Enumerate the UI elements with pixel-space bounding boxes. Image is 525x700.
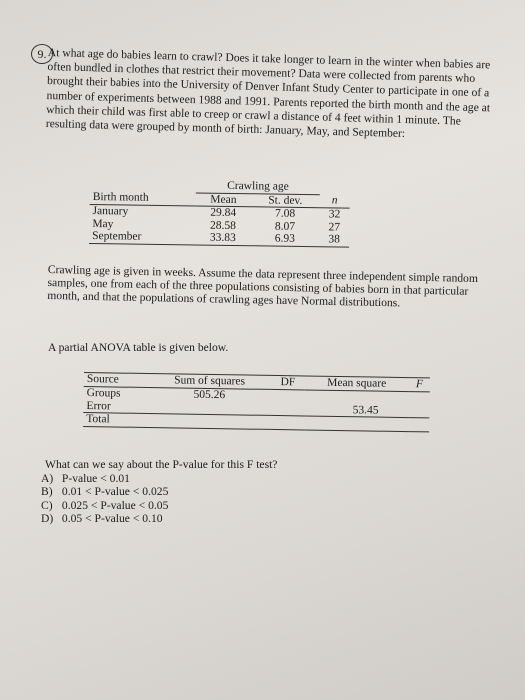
row-sd: 8.07 xyxy=(274,220,296,233)
row-f xyxy=(408,418,429,432)
table-row xyxy=(89,230,349,247)
row-mean: 33.83 xyxy=(195,232,250,246)
row-n: 27 xyxy=(328,221,341,234)
header-st-dev: St. dev. xyxy=(251,193,320,208)
row-df xyxy=(271,416,304,430)
group-header: Crawling age xyxy=(196,179,320,194)
header-n: n xyxy=(320,194,350,208)
mc-stem: What can we say about the P-value for this F test? xyxy=(45,458,278,471)
row-sd: 6.93 xyxy=(250,233,319,247)
header-mean: Mean xyxy=(196,193,251,207)
row-ms xyxy=(304,416,409,431)
crawling-age-table xyxy=(89,178,350,248)
option-text: 0.05 < P-value < 0.10 xyxy=(61,512,163,526)
header-f: F xyxy=(409,378,430,392)
option-letter: B) xyxy=(41,485,53,499)
header-sum-of-squares: Sum of squares xyxy=(148,374,272,390)
row-f xyxy=(409,391,430,405)
row-ss: 505.26 xyxy=(193,388,226,402)
row-ss xyxy=(147,414,271,430)
row-n: 38 xyxy=(319,234,349,248)
mc-option-d[interactable] xyxy=(41,512,277,526)
header-source: Source xyxy=(84,372,148,387)
question-number: 9. xyxy=(31,44,53,64)
anova-table xyxy=(83,372,430,433)
assumptions-text: Crawling age is given in weeks. Assume the data represent three independent simple random samples, one from each of the three populations consisting of babies born in that particular month, and that the populations of crawling ages have Normal distributions. xyxy=(47,263,479,309)
mc-option-b[interactable] xyxy=(41,485,277,499)
row-f xyxy=(408,405,429,419)
multiple-choice xyxy=(41,458,277,526)
question-intro: At what age do babies learn to crawl? Does it take longer to learn in the winter when babies are often bundled in clothes that restrict their movement? Data were collected from parents who brought their babies into the University of Denver Infant Study Center to participate in one of a number of experiments between 1988 and 1991. Parents reported the birth month and the age at which their child was first able to creep or crawl a distance of 4 feet within 1 minute. The resulting data were grouped by month of birth: January, May, and September: xyxy=(45,46,491,141)
row-mean: 29.84 xyxy=(210,206,237,220)
mc-option-a[interactable] xyxy=(41,472,277,486)
option-letter: D) xyxy=(41,512,54,526)
option-letter: A) xyxy=(41,471,54,485)
row-mean: 28.58 xyxy=(210,219,237,232)
row-source: Error xyxy=(86,399,111,413)
row-sd: 7.08 xyxy=(274,207,296,221)
header-birth-month: Birth month xyxy=(90,191,196,206)
header-mean-square: Mean square xyxy=(304,376,409,391)
row-ms: 53.45 xyxy=(352,403,379,417)
row-label: May xyxy=(92,217,114,231)
row-df xyxy=(271,403,304,417)
header-df: DF xyxy=(271,375,304,389)
option-text: 0.01 < P-value < 0.025 xyxy=(61,485,169,499)
row-df xyxy=(271,389,304,403)
row-n: 32 xyxy=(328,208,341,221)
row-label: September xyxy=(89,230,195,245)
row-source: Total xyxy=(83,413,147,428)
option-text: P-value < 0.01 xyxy=(61,471,130,485)
anova-intro: A partial ANOVA table is given below. xyxy=(48,341,229,354)
row-label: January xyxy=(92,205,129,218)
row-source: Groups xyxy=(86,386,121,400)
option-text: 0.025 < P-value < 0.05 xyxy=(61,498,169,512)
mc-option-c[interactable] xyxy=(41,499,277,513)
option-letter: C) xyxy=(41,498,53,512)
